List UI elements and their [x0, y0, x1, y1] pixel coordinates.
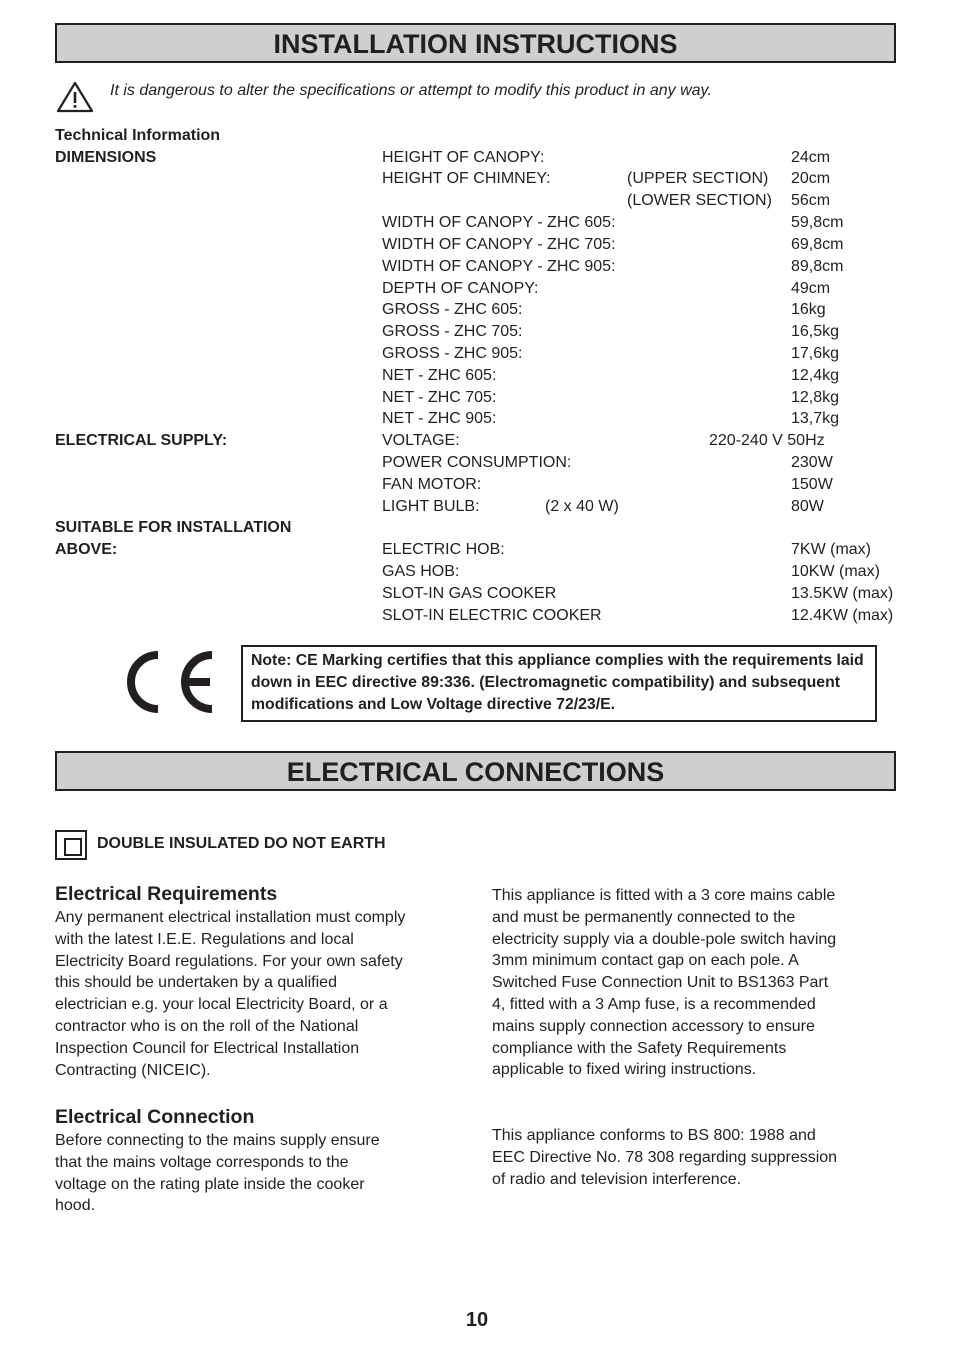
- spec-value: 150W: [791, 476, 833, 493]
- spec-label: WIDTH OF CANOPY - ZHC 605:: [382, 214, 616, 231]
- spec-value: 10KW (max): [791, 563, 880, 580]
- spec-value: 16kg: [791, 301, 826, 318]
- spec-value: 80W: [791, 498, 824, 515]
- spec-value: 16,5kg: [791, 323, 840, 340]
- spec-value: 12,4kg: [791, 367, 840, 384]
- suitable-label: SUITABLE FOR INSTALLATION: [55, 519, 292, 536]
- spec-label: NET - ZHC 905:: [382, 410, 497, 427]
- spec-label: SLOT-IN GAS COOKER: [382, 585, 557, 602]
- ce-note-text: Note: CE Marking certifies that this appliance complies with the requirements laid down in EEC directive 89:336. (Electromagnetic compatibility) and subsequent modifications and Low Voltage directive 72/23/E.: [251, 652, 864, 713]
- spec-value: 20cm: [791, 170, 831, 187]
- spec-label: VOLTAGE:: [382, 432, 460, 449]
- spec-value: 24cm: [791, 149, 831, 166]
- spec-value: 12.4KW (max): [791, 607, 894, 624]
- spec-label: POWER CONSUMPTION:: [382, 454, 572, 471]
- electrical-supply-label: ELECTRICAL SUPPLY:: [55, 432, 228, 449]
- spec-value: 12,8kg: [791, 389, 840, 406]
- spec-value: 49cm: [791, 280, 831, 297]
- installation-instructions-banner: INSTALLATION INSTRUCTIONS: [55, 23, 896, 63]
- spec-label: GROSS - ZHC 905:: [382, 345, 523, 362]
- warning-text: It is dangerous to alter the specifications or attempt to modify this product in any way.: [110, 82, 712, 99]
- spec-label: GAS HOB:: [382, 563, 460, 580]
- double-insulated-text: DOUBLE INSULATED DO NOT EARTH: [97, 835, 386, 852]
- spec-label: WIDTH OF CANOPY - ZHC 905:: [382, 258, 616, 275]
- suitable-label-above: ABOVE:: [55, 541, 118, 558]
- conformance-paragraph: This appliance conforms to BS 800: 1988 and EEC Directive No. 78 308 regarding suppression of radio and television interference.: [492, 1127, 838, 1188]
- ce-mark-logo: [118, 645, 218, 719]
- spec-label: FAN MOTOR:: [382, 476, 482, 493]
- spec-label: WIDTH OF CANOPY - ZHC 705:: [382, 236, 616, 253]
- spec-label: HEIGHT OF CANOPY:: [382, 149, 545, 166]
- electrical-requirements-text: Any permanent electrical installation must comply with the latest I.E.E. Regulations and local Electricity Board regulations. For your own safety this should be undertaken by a qualified electrician e.g. your local Electricity Board, or a contractor who is on the roll of the National Inspection Council for Electrical Installation Contracting (NICEIC).: [55, 909, 406, 1079]
- spec-label: NET - ZHC 705:: [382, 389, 497, 406]
- spec-label: GROSS - ZHC 705:: [382, 323, 523, 340]
- electrical-connection-text: Before connecting to the mains supply ensure that the mains voltage corresponds to the voltage on the rating plate inside the cooker hood.: [55, 1132, 380, 1215]
- spec-label: LIGHT BULB:: [382, 498, 480, 515]
- spec-label: HEIGHT OF CHIMNEY:: [382, 170, 551, 187]
- mains-cable-paragraph: This appliance is fitted with a 3 core mains cable and must be permanently connected to the electricity supply via a double-pole switch having 3mm minimum contact gap on each pole. A Switched Fuse Connection Unit to BS1363 Part 4, fitted with a 3 Amp fuse, is a recommended mains supply connection accessory to ensure compliance with the Safety Requirements applicable to fixed wiring instructions.: [492, 887, 837, 1079]
- electrical-connections-banner: ELECTRICAL CONNECTIONS: [55, 751, 896, 791]
- spec-value: 69,8cm: [791, 236, 844, 253]
- spec-value: 13,7kg: [791, 410, 840, 427]
- spec-label: GROSS - ZHC 605:: [382, 301, 523, 318]
- electrical-connection-heading: Electrical Connection: [55, 1106, 255, 1128]
- spec-value: 59,8cm: [791, 214, 844, 231]
- page-number: 10: [465, 1309, 489, 1331]
- ce-note-box: [241, 645, 877, 722]
- spec-value: 220-240 V 50Hz: [709, 432, 825, 449]
- double-insulated-icon: [55, 830, 87, 860]
- spec-sub: (UPPER SECTION): [627, 170, 769, 187]
- spec-label: SLOT-IN ELECTRIC COOKER: [382, 607, 602, 624]
- spec-sub: (2 x 40 W): [545, 498, 619, 515]
- spec-label: NET - ZHC 605:: [382, 367, 497, 384]
- warning-triangle-icon: [55, 80, 95, 114]
- spec-sub: (LOWER SECTION): [627, 192, 772, 209]
- spec-value: 7KW (max): [791, 541, 871, 558]
- spec-value: 89,8cm: [791, 258, 844, 275]
- electrical-requirements-heading: Electrical Requirements: [55, 883, 278, 905]
- technical-information-title: Technical Information: [55, 127, 221, 144]
- spec-value: 17,6kg: [791, 345, 840, 362]
- spec-label: DEPTH OF CANOPY:: [382, 280, 539, 297]
- spec-value: 13.5KW (max): [791, 585, 894, 602]
- dimensions-label: DIMENSIONS: [55, 149, 157, 166]
- spec-value: 56cm: [791, 192, 831, 209]
- spec-value: 230W: [791, 454, 833, 471]
- spec-label: ELECTRIC HOB:: [382, 541, 505, 558]
